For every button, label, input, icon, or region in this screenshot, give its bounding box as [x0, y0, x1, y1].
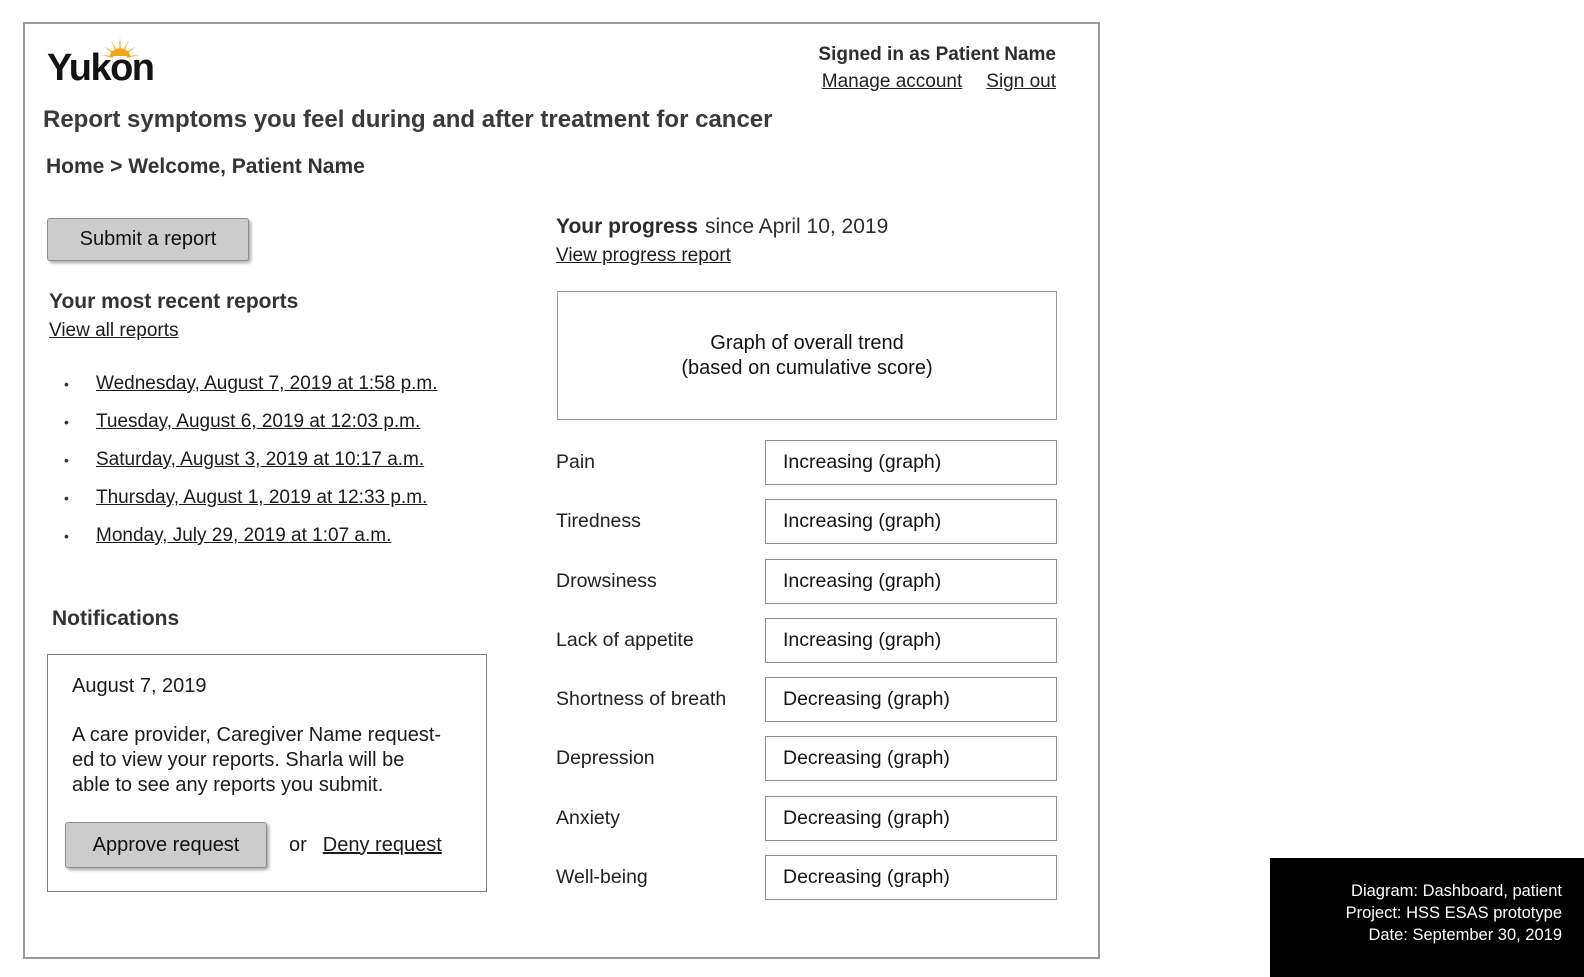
notification-actions — [65, 822, 442, 868]
stamp-line: Date: September 30, 2019 — [1368, 926, 1562, 944]
symptom-trend-graph-placeholder: Decreasing (graph) — [765, 677, 1057, 722]
symptom-trend-graph-placeholder: Increasing (graph) — [765, 499, 1057, 544]
notification-message-line: ed to view your reports. Sharla will be — [72, 749, 405, 771]
symptom-trend-list — [556, 440, 1057, 914]
symptom-trend-graph-placeholder: Increasing (graph) — [765, 559, 1057, 604]
symptom-trend-graph-placeholder: Decreasing (graph) — [765, 736, 1057, 781]
symptom-label: Pain — [556, 451, 596, 473]
graph-placeholder-line: (based on cumulative score) — [681, 356, 933, 379]
diagram-stamp — [1270, 858, 1584, 977]
notification-card — [47, 654, 487, 892]
symptom-trend-graph-placeholder: Increasing (graph) — [765, 618, 1057, 663]
bullet-icon: • — [64, 376, 69, 392]
recent-reports-heading: Your most recent reports — [49, 290, 299, 313]
breadcrumb: Home > Welcome, Patient Name — [46, 155, 365, 178]
report-list-item — [64, 411, 438, 433]
progress-since-label: since April 10, 2019 — [704, 215, 889, 238]
symptom-row — [556, 618, 1057, 663]
symptom-label: Well-being — [556, 866, 648, 889]
sign-out-link[interactable]: Sign out — [986, 71, 1056, 92]
report-link[interactable]: Saturday, August 3, 2019 at 10:17 a.m. — [96, 449, 425, 470]
signed-in-label: Signed in as Patient Name — [818, 44, 1056, 65]
symptom-trend-graph-placeholder: Decreasing (graph) — [765, 796, 1057, 841]
bullet-icon: • — [64, 528, 69, 544]
view-progress-report-link[interactable]: View progress report — [556, 245, 731, 266]
notification-message-line: A care provider, Caregiver Name request- — [72, 724, 442, 746]
report-link[interactable]: Tuesday, August 6, 2019 at 12:03 p.m. — [96, 411, 421, 432]
wireframe-container — [23, 22, 1100, 959]
symptom-label: Anxiety — [556, 806, 620, 829]
view-all-reports-link[interactable]: View all reports — [49, 320, 179, 341]
bullet-icon: • — [64, 414, 69, 430]
symptom-row — [556, 855, 1057, 900]
stamp-line: Diagram: Dashboard, patient — [1351, 882, 1562, 900]
symptom-row — [556, 796, 1057, 841]
account-area — [818, 44, 1056, 93]
symptom-row — [556, 677, 1057, 722]
logo-wordmark: Yukon — [47, 47, 154, 89]
symptom-label: Depression — [556, 747, 655, 770]
report-list-item — [64, 525, 438, 547]
report-link[interactable]: Monday, July 29, 2019 at 1:07 a.m. — [96, 525, 392, 546]
notification-message-line: able to see any reports you submit. — [72, 774, 384, 796]
bullet-icon: • — [64, 490, 69, 506]
submit-report-button[interactable]: Submit a report — [47, 218, 249, 261]
overall-trend-graph-placeholder — [557, 291, 1057, 420]
recent-reports-list — [64, 373, 438, 563]
report-list-item — [64, 449, 438, 471]
approve-request-button[interactable]: Approve request — [65, 822, 267, 868]
symptom-label: Shortness of breath — [556, 688, 727, 711]
symptom-row — [556, 499, 1057, 544]
symptom-row — [556, 559, 1057, 604]
bullet-icon: • — [64, 452, 69, 468]
manage-account-link[interactable]: Manage account — [821, 71, 963, 92]
symptom-label: Drowsiness — [556, 569, 657, 592]
report-link[interactable]: Thursday, August 1, 2019 at 12:33 p.m. — [96, 487, 428, 508]
symptom-trend-graph-placeholder: Increasing (graph) — [765, 440, 1057, 485]
page-title: Report symptoms you feel during and after treatment for cancer — [43, 106, 773, 133]
notification-date: August 7, 2019 — [72, 675, 207, 697]
progress-heading — [556, 215, 888, 239]
report-list-item — [64, 373, 438, 395]
or-label: or — [289, 833, 307, 856]
stamp-line: Project: HSS ESAS prototype — [1345, 904, 1562, 922]
symptom-trend-graph-placeholder: Decreasing (graph) — [765, 855, 1057, 900]
symptom-row — [556, 736, 1057, 781]
symptom-label: Tiredness — [556, 510, 641, 533]
symptom-label: Lack of appetite — [556, 628, 694, 651]
deny-request-link[interactable]: Deny request — [322, 833, 442, 856]
report-list-item — [64, 487, 438, 509]
yukon-logo — [47, 36, 177, 94]
notifications-heading: Notifications — [52, 607, 180, 630]
progress-heading-bold: Your progress — [556, 215, 698, 238]
graph-placeholder-line: Graph of overall trend — [710, 331, 904, 354]
notification-message — [72, 723, 441, 798]
report-link[interactable]: Wednesday, August 7, 2019 at 1:58 p.m. — [96, 373, 438, 394]
symptom-row — [556, 440, 1057, 485]
